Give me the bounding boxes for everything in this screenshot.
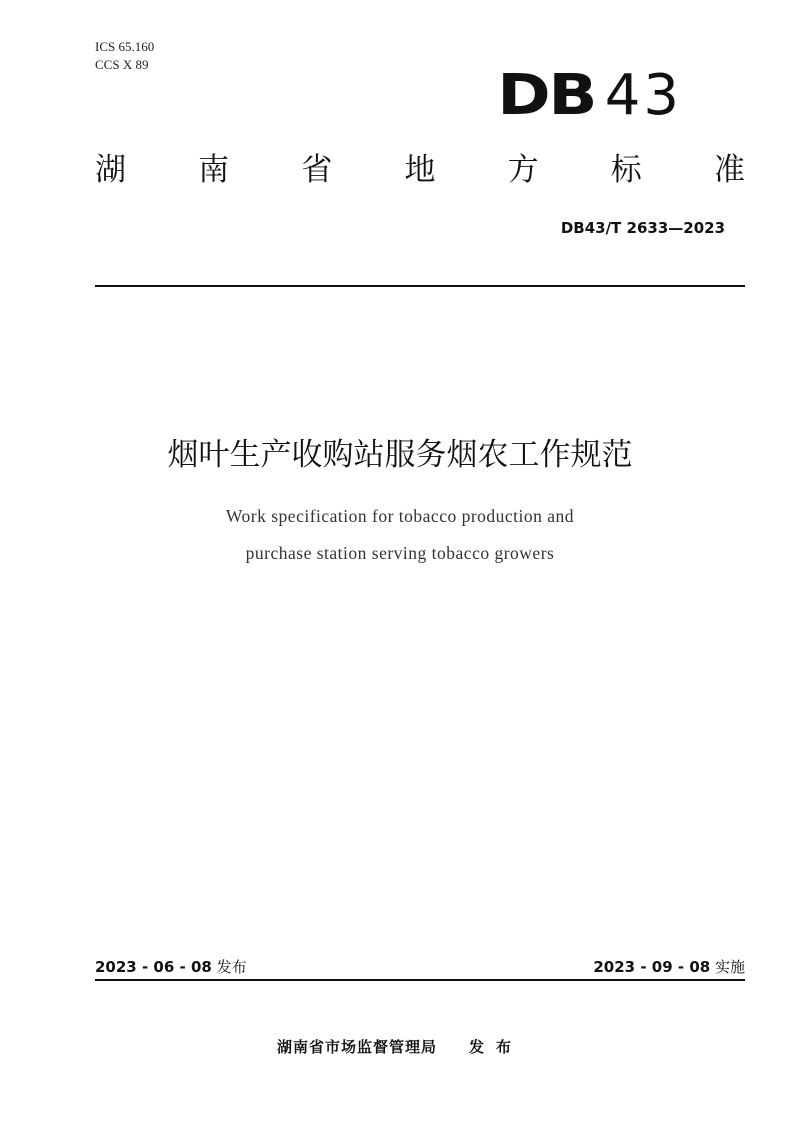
issuer-line [0,1036,800,1057]
english-title-line-1: Work specification for tobacco production and [225,506,575,526]
logo-prefix: DB [496,63,595,128]
publish-label: 发布 [216,958,247,976]
implement-date: 2023 - 09 - 08 [593,958,711,976]
standard-code: DB43/T 2633—2023 [560,219,725,237]
ccs-code: CCS X 89 [95,57,149,72]
publish-date-group [95,956,247,977]
classification-codes [95,38,154,74]
standard-type-char: 南 [198,152,230,188]
implement-label: 实施 [714,958,745,976]
document-title-chinese: 烟叶生产收购站服务烟农工作规范 [167,437,633,473]
logo-number: 43 [604,63,682,128]
top-divider [95,285,745,287]
standard-type-char: 省 [301,152,333,188]
standard-type-char: 标 [610,152,642,188]
bottom-divider [95,979,745,981]
standard-logo [496,63,682,128]
standard-type-char: 地 [404,152,436,188]
date-row [95,956,745,977]
issuer-action: 发布 [469,1038,524,1056]
standard-type-char: 方 [507,152,539,188]
issuer-name: 湖南省市场监督管理局 [276,1038,437,1056]
ics-code: ICS 65.160 [95,39,155,54]
implement-date-group [593,956,745,977]
standard-type-char: 准 [713,152,745,188]
publish-date: 2023 - 06 - 08 [95,958,212,976]
english-title-line-2: purchase station serving tobacco growers [245,543,555,563]
standard-type [95,150,745,190]
standard-type-char: 湖 [95,152,126,188]
document-title-english [0,503,800,566]
